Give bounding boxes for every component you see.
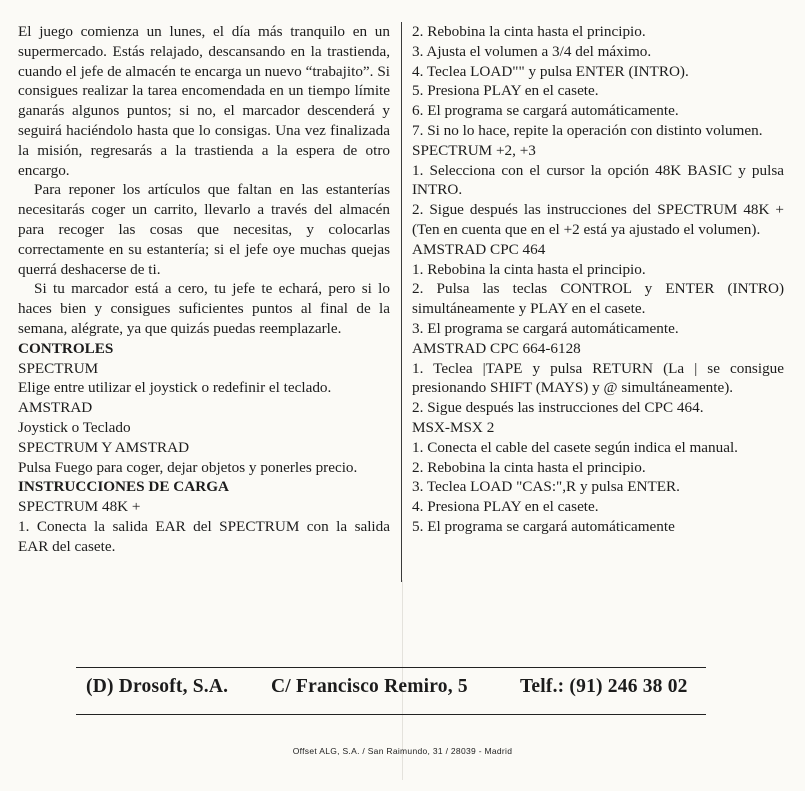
right-line: 3. Teclea LOAD "CAS:",R y pulsa ENTER. [412,478,680,496]
controls-amstrad-label: AMSTRAD [18,399,93,417]
controls-spectrum-label: SPECTRUM [18,359,99,377]
intro-paragraph: El juego comienza un lunes, el día más tranquilo en un supermercado. Estás relajado, descansando en la trastienda, cuando el jefe de almacén te encarga un nuevo “trabajito”. Si consigues realizar la tarea encomendada en un tiempo límite ganarás algunos puntos; si no, el marcador descenderá y seguirá haciéndolo hasta que lo consigas. Una vez finalizada la misión, regresarás a la trastienda a la espera de otro encargo. [18,23,390,179]
right-line: 2. Sigue después las instrucciones del SPECTRUM 48K + (Ten en cuenta que en el +2 está ya ajustado el volumen). [412,201,784,238]
score-paragraph: Si tu marcador está a cero, tu jefe te echará, pero si lo haces bien y consigues suficientes puntos al final de la semana, alégrate, ya que quizás puedas reemplazarle. [18,280,390,337]
shelves-paragraph: Para reponer los artículos que faltan en las estanterías necesitarás coger un carrito, llevarlo a través del almacén para recoger las cosas que necesitas, y colocarlas correctamente en su estantería; si el jefe oye muchas quejas querrá deshacerse de ti. [18,181,390,278]
right-line: 4. Presiona PLAY en el casete. [412,498,599,516]
company-phone: Telf.: (91) 246 38 02 [520,676,688,697]
right-line: 2. Sigue después las instrucciones del CPC 464. [412,399,704,417]
spectrum48-label: SPECTRUM 48K + [18,498,141,516]
right-line: 2. Pulsa las teclas CONTROL y ENTER (INTRO) simultáneamente y PLAY en el casete. [412,280,784,318]
section-label: AMSTRAD CPC 464 [412,240,546,258]
company-address: C/ Francisco Remiro, 5 [271,676,468,697]
footer-bottom-rule [76,714,706,715]
right-line: 6. El programa se cargará automáticamente. [412,102,679,120]
right-line: 3. El programa se cargará automáticamente. [412,319,679,337]
section-label: AMSTRAD CPC 664-6128 [412,339,581,357]
controls-both-label: SPECTRUM Y AMSTRAD [18,438,190,456]
left-column [18,22,390,557]
section-label: MSX-MSX 2 [412,418,495,436]
right-line: 5. Presiona PLAY en el casete. [412,82,599,100]
loading-heading: INSTRUCCIONES DE CARGA [18,478,229,496]
right-column [412,22,784,537]
right-line: 5. El programa se cargará automáticamente [412,517,675,535]
controls-amstrad-text: Joystick o Teclado [18,418,131,436]
company-name: (D) Drosoft, S.A. [86,676,229,697]
spectrum48-step-1: 1. Conecta la salida EAR del SPECTRUM con la salida EAR del casete. [18,517,390,555]
section-label: SPECTRUM +2, +3 [412,141,536,159]
right-line: 1. Selecciona con el cursor la opción 48K BASIC y pulsa INTRO. [412,161,784,199]
right-line: 2. Rebobina la cinta hasta el principio. [412,23,646,40]
controls-both-text: Pulsa Fuego para coger, dejar objetos y ponerles precio. [18,458,358,476]
controls-heading: CONTROLES [18,339,114,357]
right-line: 1. Teclea |TAPE y pulsa RETURN (La | se consigue presionando SHIFT (MAYS) y @ simultáneamente). [412,359,784,397]
column-divider [401,22,402,582]
footer-top-rule [76,667,706,668]
right-line: 7. Si no lo hace, repite la operación con distinto volumen. [412,121,763,139]
right-line: 2. Rebobina la cinta hasta el principio. [412,458,646,476]
right-line: 3. Ajusta el volumen a 3/4 del máximo. [412,42,652,60]
printer-credit: Offset ALG, S.A. / San Raimundo, 31 / 28039 - Madrid [292,746,513,756]
right-line: 4. Teclea LOAD"" y pulsa ENTER (INTRO). [412,62,689,80]
controls-spectrum-text: Elige entre utilizar el joystick o redefinir el teclado. [18,379,332,397]
right-line: 1. Rebobina la cinta hasta el principio. [412,260,646,278]
right-line: 1. Conecta el cable del casete según indica el manual. [412,438,738,456]
